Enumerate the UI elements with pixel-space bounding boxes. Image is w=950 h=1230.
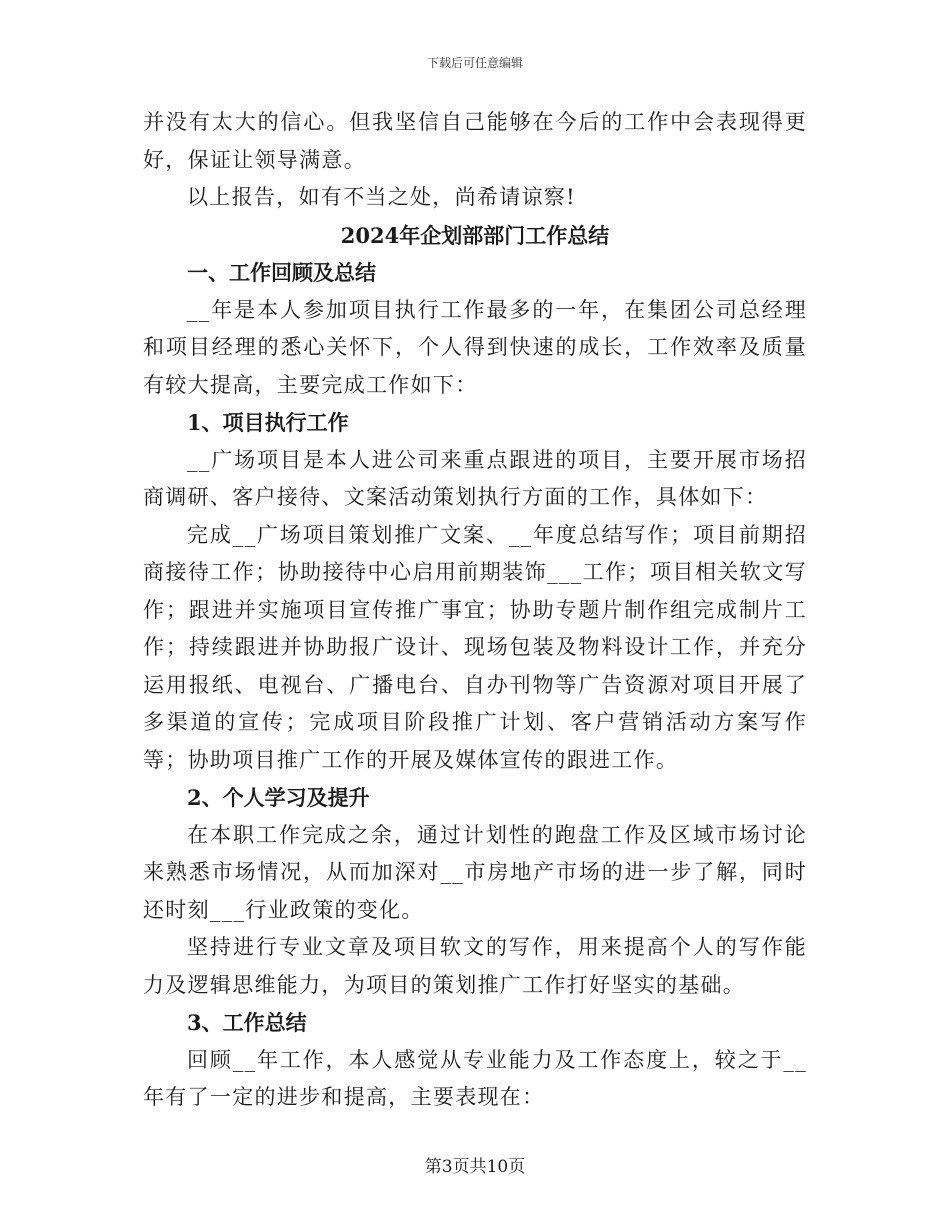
paragraph-writing: 坚持进行专业文章及项目软文的写作，用来提高个人的写作能力及逻辑思维能力，为项目的策划推广工作打好坚实的基础。 — [143, 935, 807, 997]
paragraph-project-details: 完成__广场项目策划推广文案、__年度总结写作；项目前期招商接待工作；协助接待中心启用前期装饰___工作；项目相关软文写作；跟进并实施项目宣传推广事宜；协助专题片制作组完成制片工作；持续跟进并协助报广设计、现场包装及物料设计工作，并充分运用报纸、电视台、广播电台、自办刊物等广告资源对项目开展了多渠道的宣传；完成项目阶段推广计划、客户营销活动方案写作等；协助项目推广工作的开展及媒体宣传的跟进工作。 — [143, 522, 807, 772]
subheading-work-summary: 3、工作总结 — [187, 1010, 307, 1035]
paragraph-intro: __年是本人参加项目执行工作最多的一年，在集团公司总经理和项目经理的悉心关怀下，个人得到快速的成长，工作效率及质量有较大提高，主要完成工作如下： — [143, 297, 807, 397]
subheading-personal-learning: 2、个人学习及提升 — [187, 785, 370, 810]
section-heading-1: 一、工作回顾及总结 — [187, 260, 376, 285]
paragraph-learning: 在本职工作完成之余，通过计划性的跑盘工作及区域市场讨论来熟悉市场情况，从而加深对__市房地产市场的进一步了解，同时还时刻___行业政策的变化。 — [143, 822, 807, 922]
paragraph-continuation: 并没有太大的信心。但我坚信自己能够在今后的工作中会表现得更好，保证让领导满意。 — [143, 110, 807, 172]
document-title: 2024年企划部部门工作总结 — [340, 222, 610, 248]
page-number: 第3页共10页 — [424, 1157, 526, 1177]
paragraph-project: __广场项目是本人进公司来重点跟进的项目，主要开展市场招商调研、客户接待、文案活动策划执行方面的工作，具体如下： — [143, 447, 807, 509]
subheading-project-execution: 1、项目执行工作 — [187, 410, 349, 435]
paragraph-closing: 以上报告，如有不当之处，尚希请谅察! — [187, 185, 576, 209]
paragraph-summary: 回顾__年工作，本人感觉从专业能力及工作态度上，较之于__年有了一定的进步和提高，主要表现在： — [143, 1047, 807, 1109]
header-note: 下载后可任意编辑 — [426, 56, 523, 70]
document-body — [143, 104, 807, 1117]
